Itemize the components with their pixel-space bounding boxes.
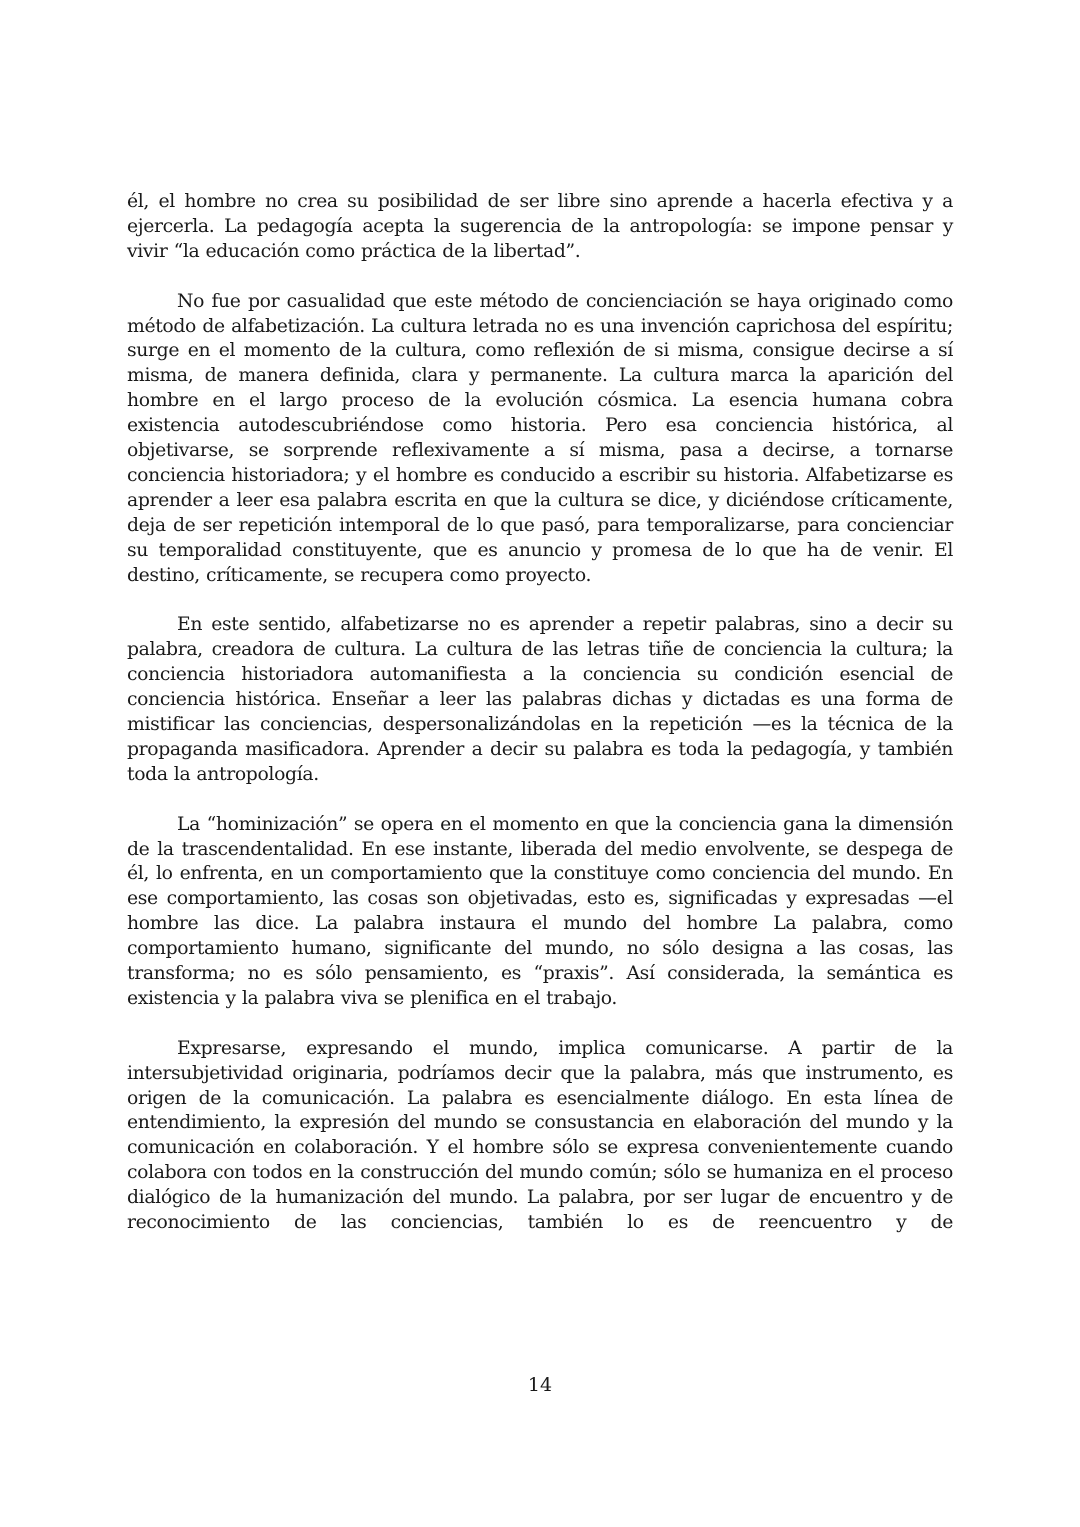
paragraph-5: Expresarse, expresando el mundo, implica comunicarse. A partir de la intersubjetividad originaria, podríamos decir que la palabra, más que instrumento, es origen de la comunicación. La palabra es esencialmente diálogo. En esta línea de entendimiento, la expresión del mundo se consustancia en elaboración del mundo y la comunicación en colaboración. Y el hombre sólo se expresa convenientemente cuando colabora con todos en la construcción del mundo común; sólo se humaniza en el proceso dialógico de la humanización del mundo. La palabra, por ser lugar de encuentro y de reconocimiento de las conciencias, también lo es de reencuentro y de xyxy=(127,1037,953,1234)
document-body xyxy=(127,190,953,1236)
page-number: 14 xyxy=(527,1374,553,1396)
paragraph-3: En este sentido, alfabetizarse no es aprender a repetir palabras, sino a decir su palabra, creadora de cultura. La cultura de las letras tiñe de conciencia la cultura; la conciencia historiadora automanifiesta a la conciencia su condición esencial de conciencia histórica. Enseñar a leer las palabras dichas y dictadas es una forma de mistificar las conciencias, despersonalizándolas en la repetición —es la técnica de la propaganda masificadora. Aprender a decir su palabra es toda la pedagogía, y también toda la antropología. xyxy=(127,614,953,785)
paragraph-4: La “hominización” se opera en el momento en que la conciencia gana la dimensión de la trascendentalidad. En ese instante, liberada del medio envolvente, se despega de él, lo enfrenta, en un comportamiento que la constituye como conciencia del mundo. En ese comportamiento, las cosas son objetivadas, esto es, significadas y expresadas —el hombre las dice. La palabra instaura el mundo del hombre La palabra, como comportamiento humano, significante del mundo, no sólo designa a las cosas, las transforma; no es sólo pensamiento, es “praxis”. Así considerada, la semántica es existencia y la palabra viva se plenifica en el trabajo. xyxy=(127,813,953,1009)
paragraph-2: No fue por casualidad que este método de concienciación se haya originado como método de alfabetización. La cultura letrada no es una invención caprichosa del espíritu; surge en el momento de la cultura, como reflexión de si misma, consigue decirse a sí misma, de manera definida, clara y permanente. La cultura marca la aparición del hombre en el largo proceso de la evolución cósmica. La esencia humana cobra existencia autodescubriéndose como historia. Pero esa conciencia histórica, al objetivarse, se sorprende reflexivamente a sí misma, pasa a decirse, a tornarse conciencia historiadora; y el hombre es conducido a escribir su historia. Alfabetizarse es aprender a leer esa palabra escrita en que la cultura se dice, y diciéndose críticamente, deja de ser repetición intemporal de lo que pasó, para temporalizarse, para concienciar su temporalidad constituyente, que es anuncio y promesa de lo que ha de venir. El destino, críticamente, se recupera como proyecto. xyxy=(127,290,953,586)
paragraph-1: él, el hombre no crea su posibilidad de ser libre sino aprende a hacerla efectiva y a ejercerla. La pedagogía acepta la sugerencia de la antropología: se impone pensar y vivir “la educación como práctica de la libertad”. xyxy=(127,191,953,262)
